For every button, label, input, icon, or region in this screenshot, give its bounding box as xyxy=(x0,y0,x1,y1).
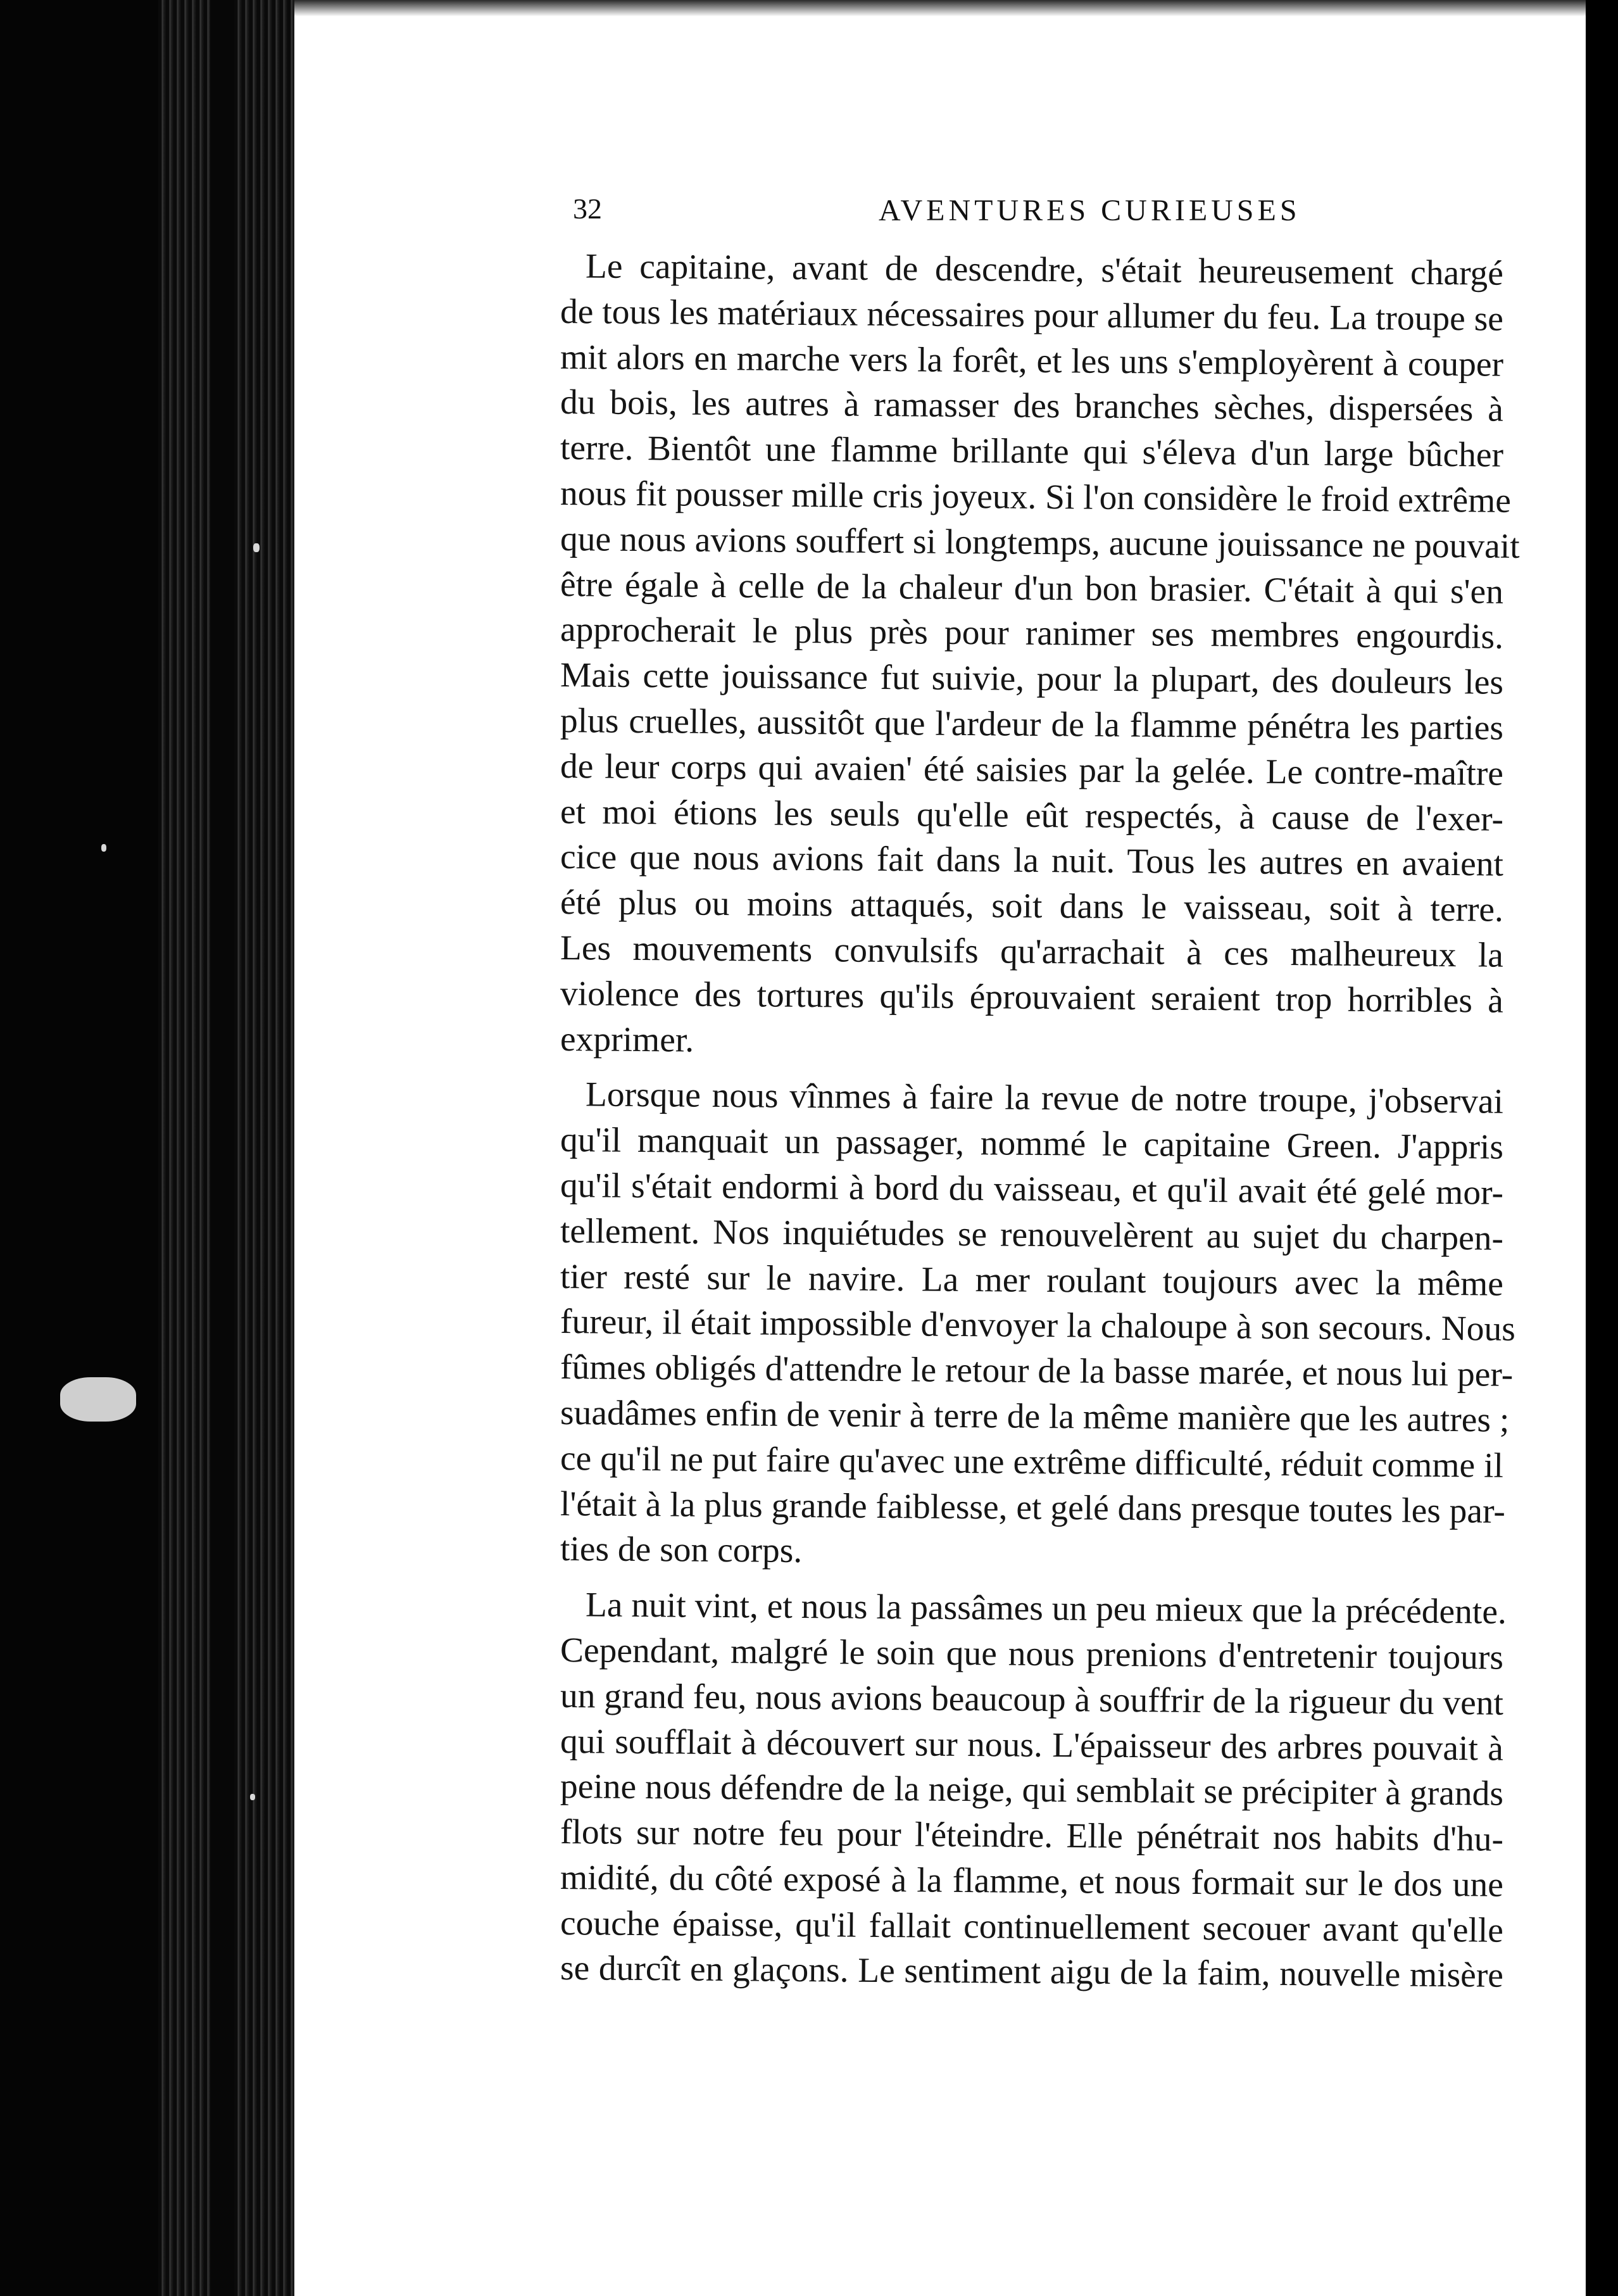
text-line: fureur, il était impossible d'envoyer la chaloupe à son secours. Nous xyxy=(560,1303,1516,1349)
text-line: approcherait le plus près pour ranimer ses membres engourdis. xyxy=(560,610,1504,657)
text-line: La nuit vint, et nous la passâmes un peu mieux que la précédente. xyxy=(585,1586,1507,1632)
text-line: tier resté sur le navire. La mer roulant toujours avec la même xyxy=(560,1257,1504,1304)
text-line: Les mouvements convulsifs qu'arrachait à ces malheureux la xyxy=(560,928,1504,975)
text-line: plus cruelles, aussitôt que l'ardeur de la flamme pénétra les parties xyxy=(560,701,1504,748)
scan-background-right xyxy=(1586,0,1618,2296)
text-line: exprimer. xyxy=(560,1019,694,1060)
book-edge-shadow xyxy=(210,0,234,2296)
paragraph xyxy=(560,244,1520,1062)
running-head: AVENTURES CURIEUSES xyxy=(879,194,1301,227)
text-line: nous fit pousser mille cris joyeux. Si l'on considère le froid extrême xyxy=(560,474,1512,520)
text-line: et moi étions les seuls qu'elle eût respectés, à cause de l'exer- xyxy=(560,792,1504,839)
scan-speck xyxy=(253,543,260,552)
text-line: de leur corps qui avaien' été saisies par la gelée. Le contre-maître xyxy=(560,747,1504,793)
text-line: suadâmes enfin de venir à terre de la même manière que les autres ; xyxy=(560,1393,1510,1440)
text-line: qu'il manquait un passager, nommé le capitaine Green. J'appris xyxy=(560,1121,1504,1167)
paragraph xyxy=(560,1582,1507,1996)
paragraph xyxy=(560,1072,1516,1572)
scan-speck xyxy=(60,1377,136,1422)
text-line: Lorsque nous vînmes à faire la revue de notre troupe, j'observai xyxy=(585,1075,1504,1122)
text-line: ce qu'il ne put faire qu'avec une extrême difficulté, réduit comme il xyxy=(560,1439,1504,1485)
scan-speck xyxy=(101,844,106,852)
text-line: Le capitaine, avant de descendre, s'était heureusement chargé xyxy=(585,247,1504,293)
text-line: qu'il s'était endormi à bord du vaisseau, et qu'il avait été gelé mor- xyxy=(560,1166,1504,1213)
page-header xyxy=(573,192,1491,236)
scan-speck xyxy=(250,1794,255,1800)
text-line: terre. Bientôt une flamme brillante qui s'éleva d'un large bûcher xyxy=(560,429,1504,475)
text-line: violence des tortures qu'ils éprouvaient seraient trop horribles à xyxy=(560,974,1504,1021)
text-line: se durcît en glaçons. Le sentiment aigu de la faim, nouvelle misère xyxy=(560,1949,1504,1996)
text-line: couche épaisse, qu'il fallait continuellement secouer avant qu'elle xyxy=(560,1903,1504,1950)
text-line: un grand feu, nous avions beaucoup à souffrir de la rigueur du vent xyxy=(560,1676,1504,1723)
text-line: mit alors en marche vers la forêt, et les uns s'employèrent à couper xyxy=(560,337,1504,384)
text-line: du bois, les autres à ramasser des branches sèches, dispersées à xyxy=(560,383,1504,430)
text-line: de tous les matériaux nécessaires pour allumer du feu. La troupe se xyxy=(560,292,1504,339)
text-line: l'était à la plus grande faiblesse, et gelé dans presque toutes les par- xyxy=(560,1484,1506,1531)
text-line: cice que nous avions fait dans la nuit. Tous les autres en avaient xyxy=(560,838,1504,885)
text-line: peine nous défendre de la neige, qui semblait se précipiter à grands xyxy=(560,1767,1504,1813)
page-top-shadow xyxy=(294,0,1586,16)
text-line: tellement. Nos inquiétudes se renouvelèrent au sujet du charpen- xyxy=(560,1211,1504,1258)
scan-background-left xyxy=(0,0,158,2296)
text-line: midité, du côté exposé à la flamme, et nous formait sur le dos une xyxy=(560,1858,1504,1905)
text-line: que nous avions souffert si longtemps, aucune jouissance ne pouvait xyxy=(560,519,1520,566)
text-line: fûmes obligés d'attendre le retour de la basse marée, et nous lui per- xyxy=(560,1348,1514,1394)
text-line: flots sur notre feu pour l'éteindre. Elle pénétrait nos habits d'hu- xyxy=(560,1813,1504,1859)
text-line: Cependant, malgré le soin que nous prenions d'entretenir toujours xyxy=(560,1631,1504,1677)
body-text xyxy=(560,244,1520,1996)
text-line: qui soufflait à découvert sur nous. L'épaisseur des arbres pouvait à xyxy=(560,1722,1504,1769)
text-line: ties de son corps. xyxy=(560,1530,803,1571)
text-line: été plus ou moins attaqués, soit dans le vaisseau, soit à terre. xyxy=(560,883,1504,930)
page-number: 32 xyxy=(573,192,602,225)
text-line: Mais cette jouissance fut suivie, pour la plupart, des douleurs les xyxy=(560,656,1504,702)
text-line: être égale à celle de la chaleur d'un bon brasier. C'était à qui s'en xyxy=(560,565,1504,612)
